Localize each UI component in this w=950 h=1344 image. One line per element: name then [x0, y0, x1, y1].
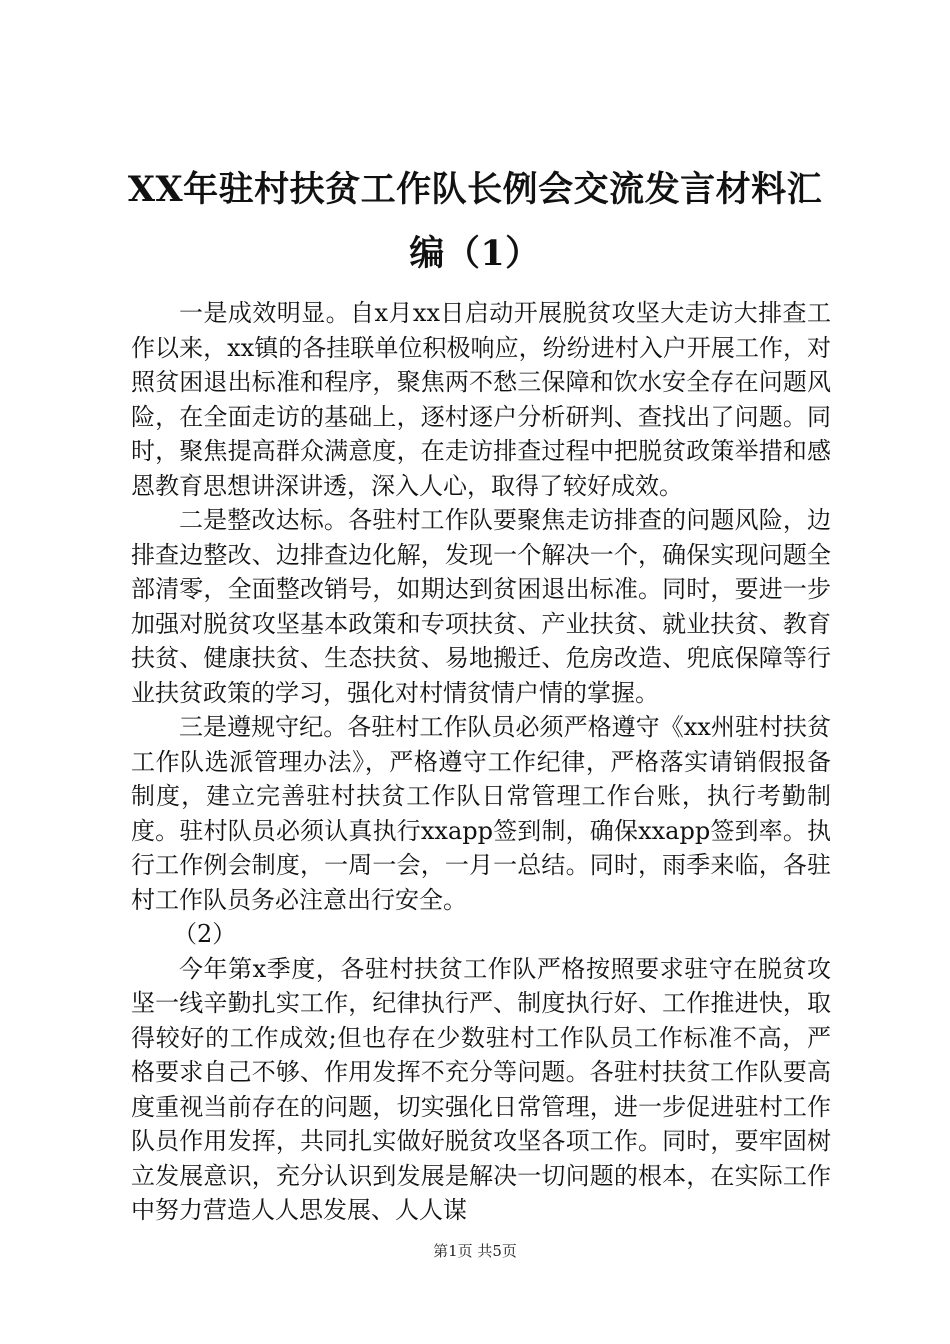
- paragraph-3: 三是遵规守纪。各驻村工作队员必须严格遵守《xx州驻村扶贫工作队选派管理办法》，严格遵守工作纪律，严格落实请销假报备制度，建立完善驻村扶贫工作队日常管理工作台账，执行考勤制度。驻村队员必须认真执行xxapp签到制，确保xxapp签到率。执行工作例会制度，一周一会，一月一总结。同时，雨季来临，各驻村工作队员务必注意出行安全。: [131, 713, 831, 914]
- paragraph-2: 二是整改达标。各驻村工作队要聚焦走访排查的问题风险，边排查边整改、边排查边化解，发现一个解决一个，确保实现问题全部清零，全面整改销号，如期达到贫困退出标准。同时，要进一步加强对脱贫攻坚基本政策和专项扶贫、产业扶贫、就业扶贫、教育扶贫、健康扶贫、生态扶贫、易地搬迁、危房改造、兜底保障等行业扶贫政策的学习，强化对村情贫情户情的掌握。: [131, 506, 831, 707]
- section-heading-2: （2）: [173, 920, 237, 948]
- document-title: [110, 158, 840, 286]
- title-line-1: XX年驻村扶贫工作队长例会交流发言材料汇: [127, 169, 823, 210]
- page-footer: 第1页 共5页: [433, 1242, 517, 1260]
- paragraph-1: 一是成效明显。自x月xx日启动开展脱贫攻坚大走访大排查工作以来，xx镇的各挂联单位积极响应，纷纷进村入户开展工作，对照贫困退出标准和程序，聚焦两不愁三保障和饮水安全存在问题风险，在全面走访的基础上，逐村逐户分析研判、查找出了问题。同时，聚焦提高群众满意度，在走访排查过程中把脱贫政策举措和感恩教育思想讲深讲透，深入人心，取得了较好成效。: [131, 299, 831, 500]
- paragraph-4: 今年第x季度，各驻村扶贫工作队严格按照要求驻守在脱贫攻坚一线辛勤扎实工作，纪律执行严、制度执行好、工作推进快，取得较好的工作成效;但也存在少数驻村工作队员工作标准不高，严格要求自己不够、作用发挥不充分等问题。各驻村扶贫工作队要高度重视当前存在的问题，切实强化日常管理，进一步促进驻村工作队员作用发挥，共同扎实做好脱贫攻坚各项工作。同时，要牢固树立发展意识，充分认识到发展是解决一切问题的根本，在实际工作中努力营造人人思发展、人人谋: [131, 954, 831, 1224]
- document-body: [131, 296, 831, 1228]
- title-line-2: 编（1）: [409, 233, 541, 274]
